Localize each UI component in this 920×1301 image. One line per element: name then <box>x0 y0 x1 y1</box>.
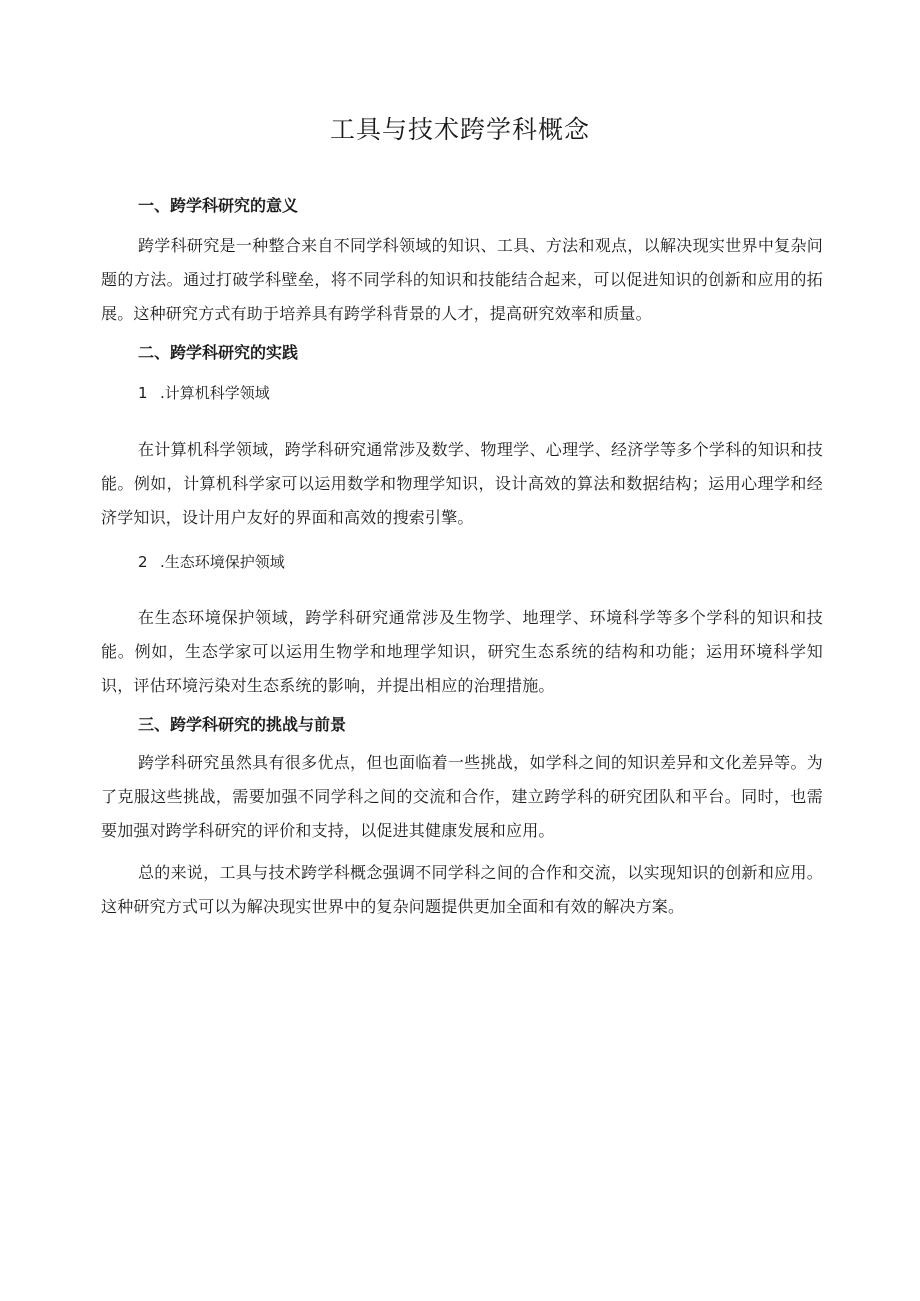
subheading-ecology <box>138 550 285 574</box>
subheading-label: .生态环境保护领域 <box>160 553 285 571</box>
subheading-label: .计算机科学领域 <box>160 384 270 402</box>
document-title: 工具与技术跨学科概念 <box>329 115 590 144</box>
paragraph-computer-science: 在计算机科学领域，跨学科研究通常涉及数学、物理学、心理学、经济学等多个学科的知识和技能。例如，计算机科学家可以运用数学和物理学知识，设计高效的算法和数据结构；运用心理学和经济学知识，设计用户友好的界面和高效的搜索引擎。 <box>101 440 823 527</box>
paragraph-ecology: 在生态环境保护领域，跨学科研究通常涉及生物学、地理学、环境科学等多个学科的知识和技能。例如，生态学家可以运用生物学和地理学知识，研究生态系统的结构和功能；运用环境科学知识，评估环境污染对生态系统的影响，并提出相应的治理措施。 <box>101 608 823 695</box>
subheading-number: 1 <box>138 384 148 402</box>
paragraph-significance: 跨学科研究是一种整合来自不同学科领域的知识、工具、方法和观点，以解决现实世界中复杂问题的方法。通过打破学科壁垒，将不同学科的知识和技能结合起来，可以促进知识的创新和应用的拓展。这种研究方式有助于培养具有跨学科背景的人才，提高研究效率和质量。 <box>101 236 823 323</box>
paragraph-challenges: 跨学科研究虽然具有很多优点，但也面临着一些挑战，如学科之间的知识差异和文化差异等。为了克服这些挑战，需要加强不同学科之间的交流和合作，建立跨学科的研究团队和平台。同时，也需要加强对跨学科研究的评价和支持，以促进其健康发展和应用。 <box>101 753 823 840</box>
paragraph-conclusion: 总的来说，工具与技术跨学科概念强调不同学科之间的合作和交流，以实现知识的创新和应用。这种研究方式可以为解决现实世界中的复杂问题提供更加全面和有效的解决方案。 <box>101 863 823 916</box>
section-heading-significance: 一、跨学科研究的意义 <box>138 196 299 215</box>
section-heading-challenges: 三、跨学科研究的挑战与前景 <box>138 715 347 734</box>
subheading-number: 2 <box>138 553 148 571</box>
section-heading-practice: 二、跨学科研究的实践 <box>138 343 299 362</box>
subheading-computer-science <box>138 381 270 405</box>
